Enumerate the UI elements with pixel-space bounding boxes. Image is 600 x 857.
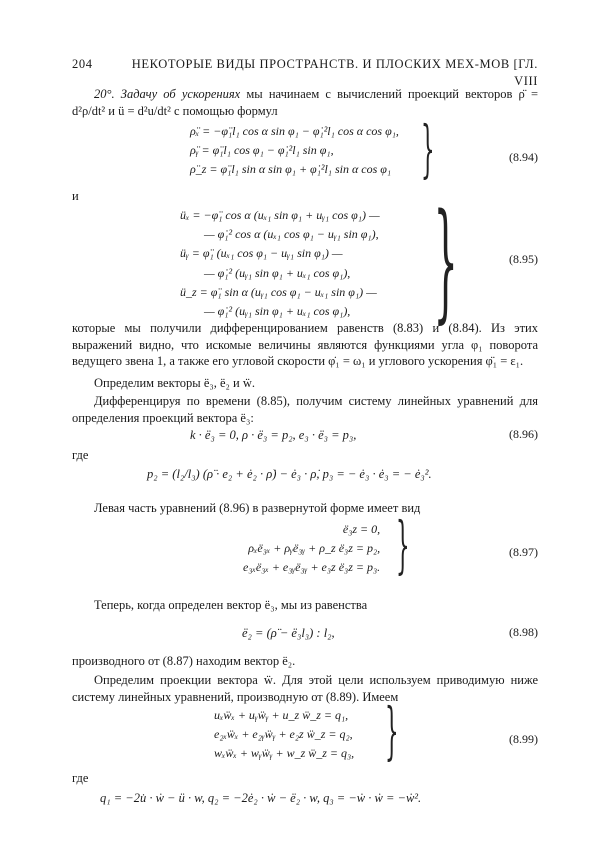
equation-line: — φ̇₁² (uᵧ₁ sin φ₁ + uₓ₁ cos φ₁), xyxy=(204,265,351,280)
equation-line: wₓẅₓ + wᵧẅᵧ + w_z ẅ_z = q₃, xyxy=(214,746,355,761)
equation-number: (8.94) xyxy=(509,150,538,164)
paragraph-differentiation: Дифференцируя по времени (8.85), получим систему линейных уравнений для определения проекций вектора ë₃: xyxy=(72,394,538,425)
equation-8-96: k · ë₃ = 0, ρ · ë₃ = p₂, e₃ · ë₃ = p₃, xyxy=(190,428,357,442)
equation-line: ρₓë₃ₓ + ρᵧë₃ᵧ + ρ_z ë₃z = p₂, xyxy=(248,541,381,556)
paragraph-find-e2: производного от (8.87) находим вектор ë₂. xyxy=(72,654,296,668)
equation-line: uₓẅₓ + uᵧẅᵧ + u_z ẅ_z = q₁, xyxy=(214,708,349,722)
equation-number: (8.99) xyxy=(509,732,538,746)
equation-8-97 xyxy=(243,520,380,578)
word-where: где xyxy=(72,771,89,785)
equation-line: — φ̇₁² (uᵧ₁ sin φ₁ + uₓ₁ cos φ₁), xyxy=(204,303,351,318)
equation-8-94 xyxy=(190,122,399,180)
equation-8-98: ë₂ = (ρ̈ − ë₃l₃) : l₂, xyxy=(242,626,335,640)
equation-line: ρ̈_z = φ̈₁l₁ sin α sin φ₁ + φ̇₁²l₁ sin α cos φ₁ xyxy=(190,162,392,177)
paragraph-define-w: Определим проекции вектора ẅ. Для этой цели используем приводимую ниже систему линейных уравнений, производную от (8.89). Имеем xyxy=(72,673,538,704)
paragraph-define-vectors: Определим векторы ë₃, ë₂ и ẅ. xyxy=(94,376,255,390)
equation-line: e₃ₓë₃ₓ + e₃ᵧë₃ᵧ + e₃z ë₃z = p₃. xyxy=(243,560,381,575)
section-lead: 20°. Задачу об ускорениях xyxy=(94,87,241,101)
paragraph-derived: которые мы получили дифференцированием равенств (8.83) и (8.84). Из этих выражений видно, что искомые величины являются функциями угла φ₁ поворота ведущего звена 1, а также его угловой скорости φ̇₁ = ω₁ и углового ускорения φ̈₁ = ε₁. xyxy=(72,321,538,368)
equation-line: e₂ₓẅₓ + e₂ᵧẅᵧ + e₂z ẅ_z = q₂, xyxy=(214,727,353,742)
word-where: где xyxy=(72,448,89,462)
page-number: 204 xyxy=(72,57,93,71)
equation-line: ë₃z = 0, xyxy=(342,522,381,536)
equation-line: üₓ = −φ̈₁ cos α (uₓ₁ sin φ₁ + uᵧ₁ cos φ₁) — xyxy=(180,208,380,222)
equation-number: (8.95) xyxy=(509,252,538,266)
equation-q-definitions: q₁ = −2u̇ · ẇ − ü · w, q₂ = −2ė₂ · ẇ − ë₂ · w, q₃ = −ẇ · ẇ = −ẇ². xyxy=(100,791,422,805)
intro-text: мы начинаем с вычислений проекций векторов ρ̈ = d²ρ/dt² и ü = d²u/dt² с помощью формул xyxy=(72,87,539,118)
paragraph-left-side: Левая часть уравнений (8.96) в развернутой форме имеет вид xyxy=(94,501,421,515)
paragraph-now: Теперь, когда определен вектор ë₃, мы из равенства xyxy=(94,598,368,612)
right-brace: } xyxy=(420,112,435,185)
paragraph-intro xyxy=(72,86,538,119)
equation-number: (8.98) xyxy=(509,625,538,639)
equation-8-95 xyxy=(180,206,380,321)
running-title: НЕКОТОРЫЕ ВИДЫ ПРОСТРАНСТВ. И ПЛОСКИХ МЕХ-МОВ [ГЛ. VIII xyxy=(131,57,538,88)
equation-line: — φ̇₁² cos α (uₓ₁ cos φ₁ − uᵧ₁ sin φ₁), xyxy=(204,227,379,242)
equation-number: (8.97) xyxy=(509,545,538,559)
right-brace: } xyxy=(384,694,399,767)
equation-number: (8.96) xyxy=(509,427,538,441)
equation-p-definitions: p₂ = (l₂/l₃) (ρ̈ · e₂ + ė₂ · ρ̇) − ė₃ · ρ̇, p₃ = − ė₃ · ė₃ = − ė₃². xyxy=(147,467,432,481)
right-brace: } xyxy=(433,187,458,336)
equation-line: ρ̈ᵧ = φ̈₁l₁ cos φ₁ − φ̇₁²l₁ sin φ₁, xyxy=(190,143,334,158)
equation-line: üᵧ = φ̈₁ (uₓ₁ cos φ₁ − uᵧ₁ sin φ₁) — xyxy=(180,246,343,261)
equation-line: ρ̈ₓ = −φ̈₁l₁ cos α sin φ₁ − φ̇₁²l₁ cos α cos φ₁, xyxy=(190,124,399,138)
equation-line: ü_z = φ̈₁ sin α (uᵧ₁ cos φ₁ − uₓ₁ sin φ₁) — xyxy=(180,284,377,299)
equation-8-99 xyxy=(214,706,354,764)
conjunction-and: и xyxy=(72,189,79,203)
right-brace: } xyxy=(395,508,410,581)
